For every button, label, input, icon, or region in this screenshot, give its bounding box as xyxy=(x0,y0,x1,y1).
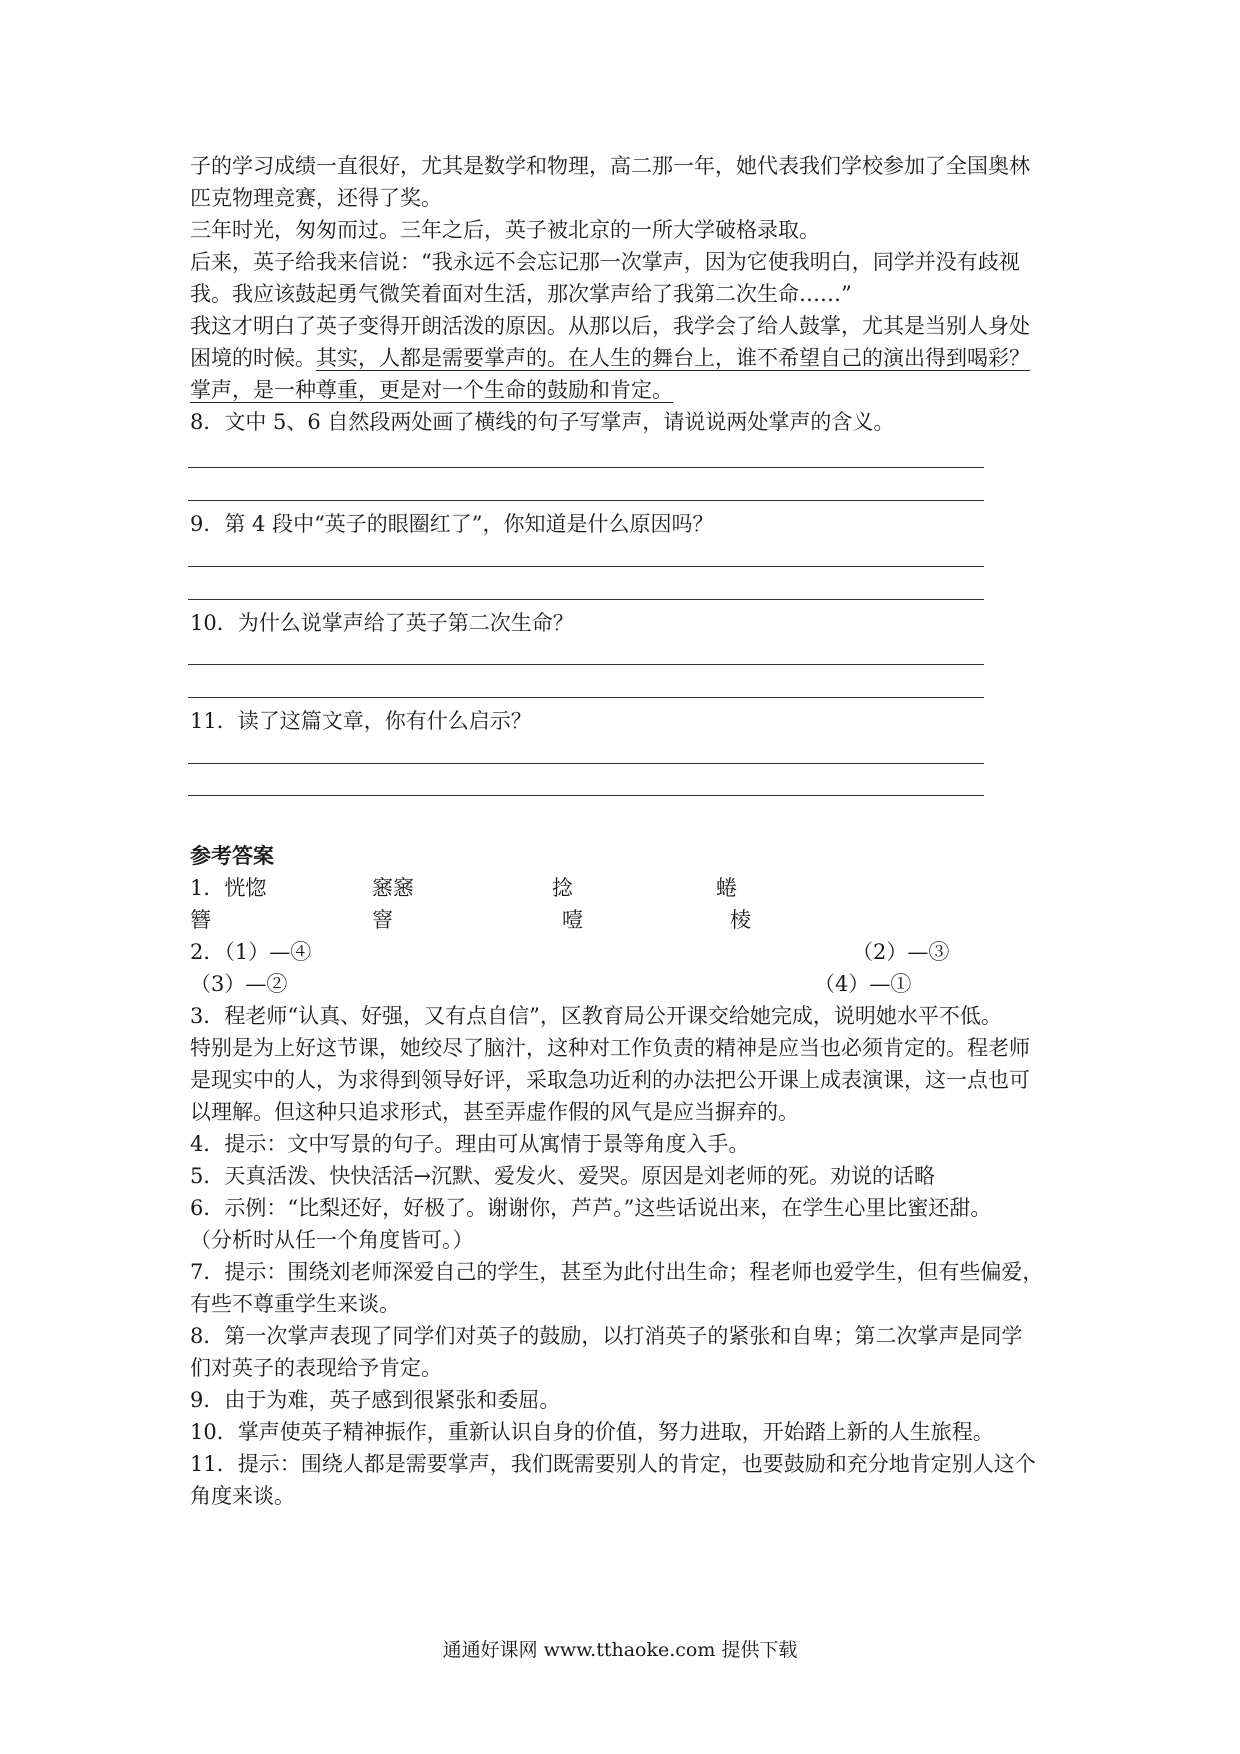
answer-blank-line[interactable] xyxy=(188,697,984,698)
passage-line: 三年时光，匆匆而过。三年之后，英子被北京的一所大学破格录取。 xyxy=(190,218,820,242)
answer-1-item: 噎 xyxy=(562,908,583,932)
answer-1-row xyxy=(190,904,1070,936)
answer-line: 是现实中的人，为求得到领导好评，采取急功近利的办法把公开课上成表演课，这一点也可 xyxy=(190,1068,1030,1092)
answer-2-row xyxy=(190,968,1070,1000)
answer-line: 6．示例：“比梨还好，好极了。谢谢你，芦芦。”这些话说出来，在学生心里比蜜还甜。 xyxy=(190,1196,992,1220)
answer-1-item: 窨 xyxy=(372,908,393,932)
question-9: 9．第 4 段中“英子的眼圈红了”，你知道是什么原因吗？ xyxy=(190,512,714,536)
answer-line: 5．天真活泼、快快活活→沉默、爱发火、爱哭。原因是刘老师的死。劝说的话略 xyxy=(190,1164,935,1188)
passage-line: 我。我应该鼓起勇气微笑着面对生活，那次掌声给了我第二次生命……” xyxy=(190,282,852,306)
passage-line xyxy=(190,342,1070,374)
passage-line: 匹克物理竞赛，还得了奖。 xyxy=(190,186,442,210)
answer-line: （分析时从任一个角度皆可。） xyxy=(190,1228,474,1252)
answers-heading: 参考答案 xyxy=(190,843,274,868)
passage-line: 后来，英子给我来信说：“我永远不会忘记那一次掌声，因为它使我明白，同学并没有歧视 xyxy=(190,250,1020,274)
underlined-sentence: 掌声，是一种尊重，更是对一个生命的鼓励和肯定。 xyxy=(190,378,673,402)
answer-1-item: 窸窸 xyxy=(372,876,414,900)
passage-line: 我这才明白了英子变得开朗活泼的原因。从那以后，我学会了给人鼓掌，尤其是当别人身处 xyxy=(190,314,1030,338)
passage-line xyxy=(190,374,1070,406)
answer-line: 特别是为上好这节课，她绞尽了脑汁，这种对工作负责的精神是应当也必须肯定的。程老师 xyxy=(190,1036,1030,1060)
question-8: 8．文中 5、6 自然段两处画了横线的句子写掌声，请说说两处掌声的含义。 xyxy=(190,410,895,434)
answer-line: 9．由于为难，英子感到很紧张和委屈。 xyxy=(190,1388,561,1412)
answer-blank-line[interactable] xyxy=(188,763,984,764)
answer-blank-line[interactable] xyxy=(188,467,984,468)
answer-1-item: 捻 xyxy=(552,876,573,900)
answer-blank-line[interactable] xyxy=(188,566,984,567)
page-footer: 通通好课网 www.tthaoke.com 提供下载 xyxy=(442,1639,798,1661)
answer-blank-line[interactable] xyxy=(188,500,984,501)
answer-line: 3．程老师“认真、好强，又有点自信”，区教育局公开课交给她完成，说明她水平不低。 xyxy=(190,1004,1002,1028)
answer-line: 们对英子的表现给予肯定。 xyxy=(190,1356,442,1380)
answer-line: 8．第一次掌声表现了同学们对英子的鼓励，以打消英子的紧张和自卑；第二次掌声是同学 xyxy=(190,1324,1023,1348)
answer-1-item: 蜷 xyxy=(716,876,737,900)
answer-1-item: 1．恍惚 xyxy=(190,876,267,900)
underlined-sentence: 其实，人都是需要掌声的。在人生的舞台上，谁不希望自己的演出得到喝彩？ xyxy=(316,346,1030,370)
answer-line: 11．提示：围绕人都是需要掌声，我们既需要别人的肯定，也要鼓励和充分地肯定别人这个 xyxy=(190,1452,1036,1476)
answer-line: 角度来谈。 xyxy=(190,1484,295,1508)
passage-line: 子的学习成绩一直很好，尤其是数学和物理，高二那一年，她代表我们学校参加了全国奥林 xyxy=(190,154,1030,178)
answer-2-row xyxy=(190,936,1070,968)
question-10: 10．为什么说掌声给了英子第二次生命？ xyxy=(190,611,574,635)
answer-2-item: （4）—① xyxy=(814,972,912,996)
answer-blank-line[interactable] xyxy=(188,664,984,665)
answer-blank-line[interactable] xyxy=(188,795,984,796)
answer-blank-line[interactable] xyxy=(188,599,984,600)
answer-2-item: （3）—② xyxy=(190,972,288,996)
answer-line: 10．掌声使英子精神振作，重新认识自身的价值，努力进取，开始踏上新的人生旅程。 xyxy=(190,1420,994,1444)
answer-2-item: 2．（1）—④ xyxy=(190,940,312,964)
question-11: 11．读了这篇文章，你有什么启示？ xyxy=(190,709,532,733)
answer-2-item: （2）—③ xyxy=(852,940,950,964)
answer-line: 以理解。但这种只追求形式，甚至弄虚作假的风气是应当摒弃的。 xyxy=(190,1100,799,1124)
answer-line: 有些不尊重学生来谈。 xyxy=(190,1292,400,1316)
answer-line: 4．提示：文中写景的句子。理由可从寓情于景等角度入手。 xyxy=(190,1132,750,1156)
answer-line: 7．提示：围绕刘老师深爱自己的学生，甚至为此付出生命；程老师也爱学生，但有些偏爱， xyxy=(190,1260,1044,1284)
answer-1-item: 棱 xyxy=(730,908,751,932)
passage-text: 困境的时候。 xyxy=(190,346,316,370)
answer-1-item: 簪 xyxy=(190,908,211,932)
answer-1-row xyxy=(190,872,1070,904)
